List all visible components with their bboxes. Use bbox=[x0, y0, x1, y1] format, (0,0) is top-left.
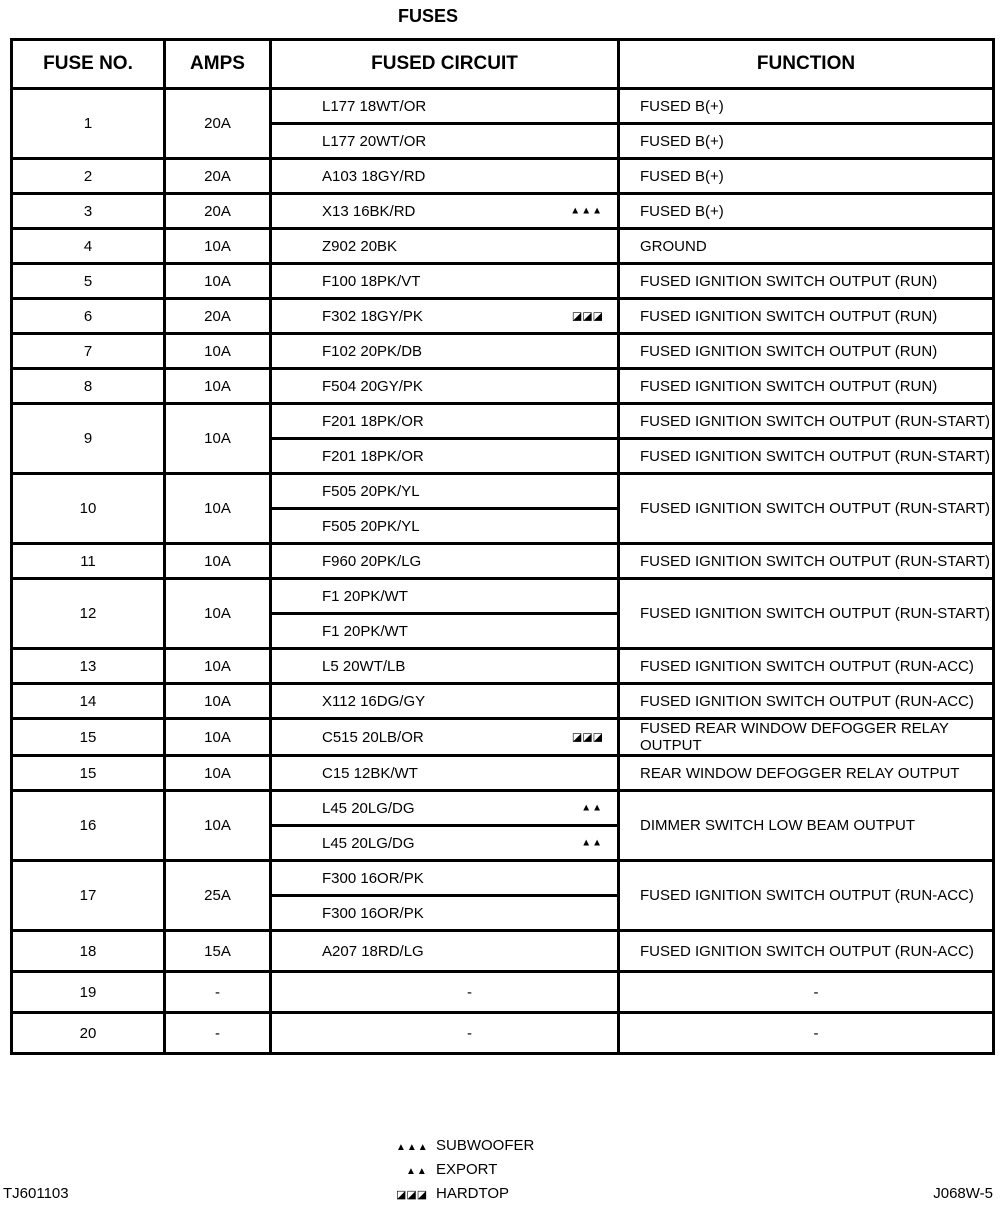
fuse-function: FUSED IGNITION SWITCH OUTPUT (RUN) bbox=[619, 369, 994, 404]
fuse-function: FUSED IGNITION SWITCH OUTPUT (RUN-START) bbox=[619, 474, 994, 544]
fuse-number: 1 bbox=[12, 89, 165, 159]
export-icon: ▲▲ bbox=[581, 802, 603, 814]
table-row bbox=[12, 299, 994, 334]
fused-circuit bbox=[271, 896, 619, 931]
circuit-label: - bbox=[467, 983, 472, 1001]
circuit-label: C515 20LB/OR bbox=[322, 728, 424, 746]
fuse-function: FUSED B(+) bbox=[619, 194, 994, 229]
fuse-amps: 10A bbox=[165, 684, 271, 719]
circuit-label: F302 18GY/PK bbox=[322, 307, 423, 325]
fuse-function: DIMMER SWITCH LOW BEAM OUTPUT bbox=[619, 791, 994, 861]
fuse-amps: 10A bbox=[165, 334, 271, 369]
fused-circuit bbox=[271, 229, 619, 264]
fuse-amps: 10A bbox=[165, 369, 271, 404]
subwoofer-icon: ▲▲▲ bbox=[396, 1142, 429, 1153]
table-row bbox=[12, 159, 994, 194]
legend-export bbox=[396, 1161, 497, 1178]
fuse-number: 18 bbox=[12, 931, 165, 972]
fuse-amps: 25A bbox=[165, 861, 271, 931]
subwoofer-icon: ▲▲▲ bbox=[570, 205, 603, 217]
legend-hardtop bbox=[396, 1185, 509, 1202]
export-icon: ▲▲ bbox=[581, 837, 603, 849]
fuse-number: 8 bbox=[12, 369, 165, 404]
fuse-amps: - bbox=[165, 972, 271, 1013]
fuse-function: FUSED IGNITION SWITCH OUTPUT (RUN-START) bbox=[619, 579, 994, 649]
figure-id-left: TJ601103 bbox=[3, 1185, 69, 1202]
header-row bbox=[12, 40, 994, 89]
circuit-label: F505 20PK/YL bbox=[322, 517, 420, 535]
fused-circuit bbox=[271, 791, 619, 826]
fuse-amps: 20A bbox=[165, 89, 271, 159]
fuse-function: FUSED IGNITION SWITCH OUTPUT (RUN) bbox=[619, 334, 994, 369]
fuse-amps: 15A bbox=[165, 931, 271, 972]
fuse-amps: 10A bbox=[165, 404, 271, 474]
table-row bbox=[12, 579, 994, 614]
hardtop-icon: ◪◪◪ bbox=[396, 1189, 428, 1201]
header-fuse-no: FUSE NO. bbox=[12, 40, 165, 89]
fuse-function: FUSED IGNITION SWITCH OUTPUT (RUN-START) bbox=[619, 544, 994, 579]
table-row bbox=[12, 474, 994, 509]
fused-circuit bbox=[271, 439, 619, 474]
circuit-label: F100 18PK/VT bbox=[322, 272, 421, 290]
circuit-label: A207 18RD/LG bbox=[322, 942, 424, 960]
circuit-label: F504 20GY/PK bbox=[322, 377, 423, 395]
fuse-amps: 10A bbox=[165, 719, 271, 756]
fused-circuit bbox=[271, 264, 619, 299]
fuse-amps: 10A bbox=[165, 229, 271, 264]
legend-label: HARDTOP bbox=[436, 1185, 510, 1202]
table-row bbox=[12, 369, 994, 404]
fuse-amps: 20A bbox=[165, 194, 271, 229]
fused-circuit bbox=[271, 719, 619, 756]
fuse-table-body bbox=[12, 89, 994, 1054]
fused-circuit bbox=[271, 614, 619, 649]
table-row bbox=[12, 229, 994, 264]
fuse-number: 3 bbox=[12, 194, 165, 229]
fuse-function: FUSED B(+) bbox=[619, 124, 994, 159]
fuse-amps: 20A bbox=[165, 159, 271, 194]
page-title: FUSES bbox=[397, 6, 458, 26]
fuse-number: 15 bbox=[12, 719, 165, 756]
circuit-label: C15 12BK/WT bbox=[322, 764, 418, 782]
legend-label: SUBWOOFER bbox=[436, 1137, 535, 1154]
circuit-label: L45 20LG/DG bbox=[322, 799, 415, 817]
fuse-number: 5 bbox=[12, 264, 165, 299]
table-row bbox=[12, 194, 994, 229]
fused-circuit bbox=[271, 124, 619, 159]
table-row bbox=[12, 931, 994, 972]
fused-circuit bbox=[271, 861, 619, 896]
fused-circuit bbox=[271, 756, 619, 791]
circuit-label: X112 16DG/GY bbox=[322, 692, 426, 710]
fuse-number: 7 bbox=[12, 334, 165, 369]
table-row bbox=[12, 684, 994, 719]
fused-circuit bbox=[271, 404, 619, 439]
table-row bbox=[12, 264, 994, 299]
table-row bbox=[12, 791, 994, 826]
fuse-function: GROUND bbox=[619, 229, 994, 264]
fuse-function: FUSED IGNITION SWITCH OUTPUT (RUN-ACC) bbox=[619, 649, 994, 684]
table-row bbox=[12, 756, 994, 791]
fuse-function: FUSED REAR WINDOW DEFOGGER RELAY OUTPUT bbox=[619, 719, 994, 756]
circuit-label: F201 18PK/OR bbox=[322, 412, 424, 430]
fused-circuit bbox=[271, 369, 619, 404]
fuse-number: 19 bbox=[12, 972, 165, 1013]
fuse-table bbox=[10, 38, 995, 1055]
fuse-number: 14 bbox=[12, 684, 165, 719]
fused-circuit bbox=[271, 684, 619, 719]
fused-circuit bbox=[271, 649, 619, 684]
fuse-number: 15 bbox=[12, 756, 165, 791]
fuse-number: 9 bbox=[12, 404, 165, 474]
legend-label: EXPORT bbox=[436, 1161, 498, 1178]
fuse-function: FUSED B(+) bbox=[619, 159, 994, 194]
fuse-function: FUSED IGNITION SWITCH OUTPUT (RUN-ACC) bbox=[619, 931, 994, 972]
fuse-number: 2 bbox=[12, 159, 165, 194]
header-function: FUNCTION bbox=[619, 40, 994, 89]
fuse-number: 11 bbox=[12, 544, 165, 579]
circuit-label: L177 18WT/OR bbox=[322, 97, 427, 115]
fused-circuit bbox=[271, 1013, 619, 1054]
fused-circuit bbox=[271, 194, 619, 229]
fused-circuit bbox=[271, 334, 619, 369]
fuse-function: FUSED B(+) bbox=[619, 89, 994, 124]
table-row bbox=[12, 404, 994, 439]
table-row bbox=[12, 972, 994, 1013]
circuit-label: L177 20WT/OR bbox=[322, 132, 427, 150]
fuse-amps: 10A bbox=[165, 544, 271, 579]
fused-circuit bbox=[271, 299, 619, 334]
fuse-number: 4 bbox=[12, 229, 165, 264]
fuse-function: - bbox=[619, 972, 994, 1013]
fuse-number: 20 bbox=[12, 1013, 165, 1054]
fuse-function: FUSED IGNITION SWITCH OUTPUT (RUN-START) bbox=[619, 439, 994, 474]
table-row bbox=[12, 861, 994, 896]
fused-circuit bbox=[271, 509, 619, 544]
circuit-label: F300 16OR/PK bbox=[322, 904, 424, 922]
circuit-label: L5 20WT/LB bbox=[322, 657, 406, 675]
hardtop-icon: ◪◪◪ bbox=[571, 310, 603, 323]
fuse-function: FUSED IGNITION SWITCH OUTPUT (RUN) bbox=[619, 299, 994, 334]
table-row bbox=[12, 89, 994, 124]
circuit-label: L45 20LG/DG bbox=[322, 834, 415, 852]
fuse-function: - bbox=[619, 1013, 994, 1054]
header-fused-circuit: FUSED CIRCUIT bbox=[271, 40, 619, 89]
circuit-label: F102 20PK/DB bbox=[322, 342, 423, 360]
fused-circuit bbox=[271, 89, 619, 124]
fused-circuit bbox=[271, 579, 619, 614]
fuse-amps: 10A bbox=[165, 579, 271, 649]
fuse-number: 17 bbox=[12, 861, 165, 931]
fuse-amps: 10A bbox=[165, 264, 271, 299]
circuit-label: F1 20PK/WT bbox=[322, 587, 408, 605]
legend-subwoofer bbox=[396, 1137, 534, 1154]
fused-circuit bbox=[271, 159, 619, 194]
fuse-function: FUSED IGNITION SWITCH OUTPUT (RUN-ACC) bbox=[619, 861, 994, 931]
circuit-label: X13 16BK/RD bbox=[322, 202, 416, 220]
fuse-number: 10 bbox=[12, 474, 165, 544]
fuse-number: 16 bbox=[12, 791, 165, 861]
fused-circuit bbox=[271, 826, 619, 861]
table-row bbox=[12, 334, 994, 369]
fuse-number: 6 bbox=[12, 299, 165, 334]
table-row bbox=[12, 649, 994, 684]
table-row bbox=[12, 544, 994, 579]
fuse-function: REAR WINDOW DEFOGGER RELAY OUTPUT bbox=[619, 756, 994, 791]
fuse-function: FUSED IGNITION SWITCH OUTPUT (RUN-ACC) bbox=[619, 684, 994, 719]
circuit-label: F300 16OR/PK bbox=[322, 869, 424, 887]
fused-circuit bbox=[271, 474, 619, 509]
fused-circuit bbox=[271, 931, 619, 972]
circuit-label: A103 18GY/RD bbox=[322, 167, 426, 185]
fuse-number: 13 bbox=[12, 649, 165, 684]
circuit-label: F505 20PK/YL bbox=[322, 482, 420, 500]
circuit-label: F1 20PK/WT bbox=[322, 622, 408, 640]
hardtop-icon: ◪◪◪ bbox=[571, 731, 603, 744]
header-amps: AMPS bbox=[165, 40, 271, 89]
fuse-amps: 20A bbox=[165, 299, 271, 334]
fused-circuit bbox=[271, 544, 619, 579]
fuse-amps: 10A bbox=[165, 756, 271, 791]
fuse-amps: 10A bbox=[165, 649, 271, 684]
fuse-amps: 10A bbox=[165, 474, 271, 544]
fuse-amps: - bbox=[165, 1013, 271, 1054]
table-row bbox=[12, 1013, 994, 1054]
fuse-number: 12 bbox=[12, 579, 165, 649]
circuit-label: - bbox=[467, 1024, 472, 1042]
circuit-label: F201 18PK/OR bbox=[322, 447, 424, 465]
fused-circuit bbox=[271, 972, 619, 1013]
fuse-amps: 10A bbox=[165, 791, 271, 861]
fuse-function: FUSED IGNITION SWITCH OUTPUT (RUN) bbox=[619, 264, 994, 299]
export-icon: ▲▲ bbox=[406, 1166, 428, 1177]
circuit-label: F960 20PK/LG bbox=[322, 552, 422, 570]
figure-id-right: J068W-5 bbox=[933, 1185, 993, 1202]
table-row bbox=[12, 719, 994, 756]
fuse-function: FUSED IGNITION SWITCH OUTPUT (RUN-START) bbox=[619, 404, 994, 439]
circuit-label: Z902 20BK bbox=[322, 237, 398, 255]
